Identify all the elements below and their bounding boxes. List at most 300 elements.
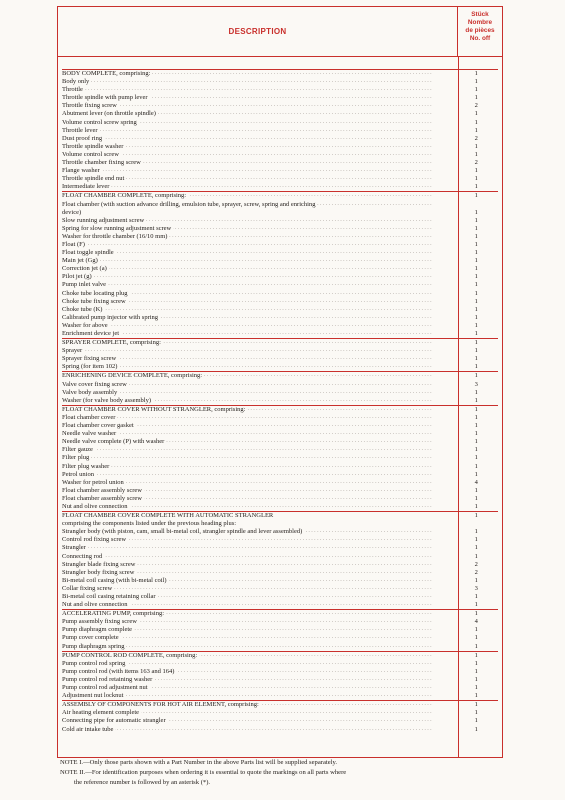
part-description (62, 406, 451, 414)
part-description (62, 347, 451, 355)
qty-header-line: Stück (471, 11, 489, 18)
part-row (62, 626, 498, 634)
part-description (62, 684, 451, 692)
part-description-text: Adjustment nut locknut (62, 692, 124, 700)
part-description-text: Sprayer fixing screw (62, 355, 117, 363)
part-description-text: Connecting rod (62, 552, 103, 560)
part-description (62, 339, 451, 347)
part-quantity: 1 (474, 192, 478, 200)
part-quantity: 1 (474, 94, 478, 102)
part-description (62, 585, 451, 593)
part-description (62, 167, 451, 175)
part-row (62, 585, 498, 593)
part-quantity: 1 (474, 86, 478, 94)
part-quantity: 1 (474, 692, 478, 700)
part-row (62, 159, 498, 167)
part-description (62, 618, 451, 626)
part-description-text: Float chamber assembly screw (62, 486, 142, 494)
part-description-text: Filter plug washer (62, 462, 110, 470)
part-description (62, 512, 451, 520)
part-description-text: Pump control rod retaining washer (62, 675, 153, 683)
part-description-text: Filter gauze (62, 446, 93, 454)
part-description-text: Choke tube (K) (62, 305, 103, 313)
part-description (62, 643, 451, 651)
part-description (62, 102, 451, 110)
part-description-text: Pump control rod spring (62, 659, 126, 667)
part-quantity: 3 (474, 584, 478, 592)
part-description (62, 577, 451, 585)
part-quantity: 1 (474, 405, 478, 413)
part-row (62, 553, 498, 561)
part-row (62, 281, 498, 289)
part-description-text: Pump inlet valve (62, 281, 107, 289)
part-description-text: Volume control screw (62, 150, 119, 158)
part-description (62, 397, 451, 405)
part-description (62, 175, 451, 183)
part-description-text: Bi-metal coil casing retaining collar (62, 593, 156, 600)
part-quantity: 1 (474, 544, 478, 552)
part-row (62, 167, 498, 175)
section-heading-row (62, 191, 498, 200)
part-quantity: 1 (474, 717, 478, 725)
part-description-text: Choke tube locating plug (62, 289, 128, 297)
part-description-text: Nut and olive connection (62, 502, 128, 510)
part-quantity (455, 201, 498, 209)
part-quantity: 1 (474, 289, 478, 297)
part-quantity: 1 (474, 651, 478, 659)
part-quantity: 1 (474, 675, 478, 683)
part-description-text: Correction jet (a) (62, 265, 107, 273)
part-description-text: Flange washer (62, 167, 100, 175)
part-row (62, 692, 498, 700)
part-description-text: Float chamber cover gasket (62, 422, 134, 430)
part-description-text: Intermediate lever (62, 183, 110, 191)
note-line: NOTE I.—Only those parts shown with a Part Number in the above Parts list will be supplied separately. (60, 759, 338, 766)
part-quantity: 1 (474, 388, 478, 396)
part-row (62, 381, 498, 389)
part-quantity: 1 (474, 257, 478, 265)
part-quantity: 1 (474, 150, 478, 158)
part-row (62, 389, 498, 397)
note-line: NOTE II.—For identification purposes when ordering it is essential to quote the markings on all parts where (60, 769, 347, 776)
part-description-text: ENRICHENING DEVICE COMPLETE, comprising: (62, 372, 203, 380)
part-quantity: 1 (474, 265, 478, 273)
part-description (62, 159, 451, 167)
part-description-text: Float chamber (with suction advance drilling, emulsion tube, sprayer, screw, spring and enriching (62, 200, 316, 208)
part-row (62, 593, 498, 601)
part-quantity: 1 (474, 313, 478, 321)
part-description-text: Pump diaphragm spring (62, 642, 125, 650)
part-row (62, 397, 498, 405)
part-row (62, 709, 498, 717)
part-description-text: Enrichment device jet (62, 330, 120, 337)
part-description (62, 249, 451, 257)
part-description (62, 601, 451, 609)
part-description (62, 135, 451, 143)
part-quantity: 1 (474, 552, 478, 560)
part-description-text: FLOAT CHAMBER COMPLETE, comprising: (62, 192, 187, 200)
part-row (62, 273, 498, 281)
part-quantity: 1 (474, 363, 478, 371)
part-description-text: Throttle fixing screw (62, 102, 117, 110)
part-row (62, 454, 498, 462)
part-description (62, 389, 451, 397)
part-description-text: Spring (for item 102) (62, 363, 118, 371)
part-description (62, 726, 451, 734)
part-quantity: 1 (474, 273, 478, 281)
part-description (62, 119, 451, 127)
part-row (62, 225, 498, 233)
part-description-text: Volume control screw spring (62, 118, 137, 126)
part-quantity: 1 (474, 126, 478, 134)
part-description (62, 479, 451, 487)
part-description (62, 668, 451, 676)
part-description (62, 298, 451, 306)
section-heading-row (62, 405, 498, 414)
part-quantity: 1 (474, 486, 478, 494)
part-description (62, 487, 451, 495)
part-description (62, 536, 451, 544)
part-quantity: 1 (474, 422, 478, 430)
part-quantity: 1 (474, 167, 478, 175)
parts-list-table (57, 6, 503, 758)
part-description (62, 471, 451, 479)
part-description-text: Pump assembly fixing screw (62, 618, 137, 626)
part-description (62, 709, 451, 717)
part-quantity: 1 (474, 249, 478, 257)
part-description-text: ASSEMBLY OF COMPONENTS FOR HOT AIR ELEMENT, comprising: (62, 701, 259, 709)
part-row (62, 209, 498, 217)
part-quantity: 1 (474, 536, 478, 544)
part-description (62, 692, 451, 700)
section-heading-row (62, 338, 498, 347)
part-quantity: 1 (474, 701, 478, 709)
part-description (62, 355, 451, 363)
part-description-text: Cold air intake tube (62, 725, 114, 733)
part-row (62, 249, 498, 257)
part-row (62, 536, 498, 544)
part-description (62, 314, 451, 322)
part-row (62, 561, 498, 569)
part-description (62, 676, 451, 684)
part-quantity: 2 (474, 568, 478, 576)
part-description-text: Collar fixing screw (62, 584, 113, 592)
description-column-header: DESCRIPTION (58, 7, 458, 57)
part-description (62, 233, 451, 241)
part-description (62, 86, 451, 94)
part-row (62, 438, 498, 446)
part-description (62, 372, 451, 380)
part-description-text: FLOAT CHAMBER COVER WITHOUT STRANGLER, comprising: (62, 405, 246, 413)
part-row (62, 86, 498, 94)
part-description-text: Float chamber cover (62, 413, 116, 421)
part-row (62, 355, 498, 363)
part-quantity: 1 (474, 175, 478, 183)
part-description (62, 430, 451, 438)
part-quantity: 1 (474, 183, 478, 191)
part-row (62, 233, 498, 241)
part-row (62, 241, 498, 249)
part-description-text: PUMP CONTROL ROD COMPLETE, comprising: (62, 651, 198, 659)
part-row (62, 363, 498, 371)
part-quantity: 1 (474, 438, 478, 446)
part-row (62, 201, 498, 209)
section-heading-row (62, 371, 498, 380)
part-description (62, 495, 451, 503)
part-description (62, 660, 451, 668)
part-row (62, 322, 498, 330)
part-row (62, 306, 498, 314)
part-row (62, 717, 498, 725)
part-description (62, 634, 451, 642)
part-quantity: 1 (474, 634, 478, 642)
part-description (62, 652, 451, 660)
part-quantity: 2 (474, 159, 478, 167)
part-description (62, 503, 451, 511)
part-description (62, 544, 451, 552)
part-description-text: Strangler body fixing screw (62, 568, 135, 576)
part-row (62, 528, 498, 536)
part-description (62, 265, 451, 273)
part-quantity: 1 (474, 462, 478, 470)
part-description-text: Connecting pipe for automatic strangler (62, 717, 166, 725)
part-row (62, 487, 498, 495)
part-description-text: Strangler (62, 544, 86, 552)
part-description-text: Bi-metal coil casing (with bi-metal coil) (62, 576, 167, 584)
part-row (62, 643, 498, 651)
part-description (62, 225, 451, 233)
part-row (62, 601, 498, 609)
part-description-text: Dust proof ring (62, 134, 103, 142)
part-description (62, 217, 451, 225)
part-description-text: BODY COMPLETE, comprising: (62, 70, 151, 77)
part-description (62, 528, 451, 536)
part-description-text: Air heating element complete (62, 709, 140, 717)
part-quantity: 1 (474, 454, 478, 462)
part-description (62, 322, 451, 330)
part-description-text: Spring for slow running adjustment screw (62, 224, 172, 232)
part-description (62, 454, 451, 462)
part-description-text: Float (F) (62, 240, 85, 248)
part-description (62, 701, 451, 709)
part-description-text: SPRAYER COMPLETE, comprising: (62, 339, 161, 347)
part-description-text: Float chamber assembly screw (62, 494, 142, 502)
part-description (62, 110, 451, 118)
part-description (62, 241, 451, 249)
part-description (62, 717, 451, 725)
part-description-text: Pump diaphragm complete (62, 626, 133, 634)
part-quantity: 1 (474, 347, 478, 355)
part-description-text: Nut and olive connection (62, 601, 128, 609)
part-description-text: Throttle (62, 86, 83, 94)
part-quantity: 1 (474, 110, 478, 118)
part-description-text: Control rod fixing screw (62, 536, 127, 544)
part-quantity: 2 (474, 134, 478, 142)
part-row (62, 265, 498, 273)
part-description (62, 127, 451, 135)
part-description (62, 446, 451, 454)
part-row (62, 577, 498, 585)
section-heading-row (62, 69, 498, 78)
part-row (62, 660, 498, 668)
part-description-text: Throttle spindle end nut (62, 175, 125, 183)
part-row (62, 151, 498, 159)
part-description (62, 201, 451, 209)
part-row (62, 495, 498, 503)
part-quantity: 1 (474, 70, 478, 77)
part-quantity: 1 (474, 601, 478, 609)
part-description (62, 422, 451, 430)
part-description (62, 78, 451, 86)
part-description-text: Washer (for valve body assembly) (62, 396, 152, 404)
part-quantity: 1 (474, 355, 478, 363)
part-description-text: Pilot jet (g) (62, 273, 92, 281)
part-description (62, 414, 451, 422)
part-quantity: 1 (474, 576, 478, 584)
part-quantity: 1 (474, 502, 478, 510)
part-description-text: Pump control rod (with items 163 and 164) (62, 667, 175, 675)
notes (60, 758, 510, 788)
part-description (62, 553, 451, 561)
part-description-text: Sprayer (62, 347, 83, 355)
part-description-text: Throttle chamber fixing screw (62, 159, 141, 167)
part-quantity: 1 (474, 593, 478, 600)
part-description (62, 306, 451, 314)
part-row (62, 78, 498, 86)
part-quantity: 1 (474, 297, 478, 305)
part-description (62, 143, 451, 151)
part-row (62, 544, 498, 552)
part-quantity (455, 520, 498, 528)
part-description-text: Body only (62, 78, 90, 86)
note-line: the reference number is followed by an asterisk (*). (74, 779, 211, 786)
part-description (62, 330, 451, 338)
part-quantity: 1 (474, 667, 478, 675)
part-description (62, 520, 451, 528)
part-quantity: 4 (474, 618, 478, 626)
part-description (62, 610, 451, 618)
part-row (62, 102, 498, 110)
part-quantity: 1 (474, 684, 478, 692)
part-description-text: Throttle spindle washer (62, 142, 124, 150)
qty-header-line: No. off (469, 35, 491, 42)
part-row (62, 422, 498, 430)
part-description (62, 151, 451, 159)
part-description (62, 192, 451, 200)
part-description (62, 257, 451, 265)
part-quantity: 1 (474, 626, 478, 634)
part-quantity: 1 (474, 413, 478, 421)
part-quantity: 1 (474, 330, 478, 337)
part-quantity: 1 (474, 430, 478, 438)
qty-header-line: de pièces (465, 27, 495, 34)
part-quantity: 1 (474, 232, 478, 240)
part-quantity: 1 (474, 470, 478, 478)
part-quantity: 1 (474, 216, 478, 224)
part-quantity: 1 (474, 512, 478, 520)
part-quantity: 1 (474, 709, 478, 717)
part-description (62, 273, 451, 281)
part-row (62, 314, 498, 322)
part-quantity: 1 (474, 642, 478, 650)
part-quantity: 1 (474, 305, 478, 313)
part-quantity: 1 (474, 396, 478, 404)
part-quantity: 1 (474, 142, 478, 150)
part-row (62, 175, 498, 183)
part-row (62, 618, 498, 626)
part-quantity: 1 (474, 372, 478, 380)
part-description-text: Choke tube fixing screw (62, 297, 126, 305)
part-row (62, 569, 498, 577)
part-row (62, 430, 498, 438)
part-row (62, 446, 498, 454)
part-description-text: Pump control rod adjustment nut (62, 684, 148, 692)
part-description (62, 593, 451, 601)
part-row (62, 94, 498, 102)
part-description (62, 626, 451, 634)
section-heading-row (62, 511, 498, 520)
part-description-text: Slow running adjustment screw (62, 216, 145, 224)
qty-header-line: Nombre (467, 19, 493, 26)
part-description-text: Needle valve washer (62, 430, 117, 438)
part-quantity: 1 (474, 725, 478, 733)
part-row (62, 257, 498, 265)
part-row (62, 217, 498, 225)
part-row (62, 668, 498, 676)
section-heading-row (62, 651, 498, 660)
part-description-text: Calibrated pump injector with spring (62, 313, 159, 321)
part-quantity: 1 (474, 446, 478, 454)
part-row (62, 463, 498, 471)
part-description (62, 281, 451, 289)
part-quantity: 1 (474, 281, 478, 289)
part-quantity: 1 (474, 494, 478, 502)
part-quantity: 1 (474, 118, 478, 126)
part-row (62, 726, 498, 734)
part-description-text: Strangler blade fixing screw (62, 560, 136, 568)
part-description-text: Pump cover complete (62, 634, 119, 642)
part-description-text: Washer for petrol union (62, 478, 124, 486)
part-description-text: Valve cover fixing screw (62, 380, 127, 388)
part-description-text: FLOAT CHAMBER COVER COMPLETE WITH AUTOMATIC STRANGLER (62, 512, 274, 520)
part-description (62, 463, 451, 471)
part-row (62, 520, 498, 528)
part-row (62, 127, 498, 135)
part-description-text: Needle valve complete (P) with washer (62, 438, 165, 446)
part-description-text: Petrol union (62, 470, 94, 478)
part-description (62, 290, 451, 298)
part-description-text: Main jet (Gg) (62, 257, 98, 265)
part-row (62, 290, 498, 298)
quantity-column-header (458, 7, 502, 57)
part-row (62, 479, 498, 487)
part-description (62, 94, 451, 102)
part-quantity: 1 (474, 224, 478, 232)
part-description-text: Float toggle spindle (62, 249, 114, 257)
part-description-text: ACCELERATING PUMP, comprising: (62, 610, 165, 618)
part-row (62, 143, 498, 151)
part-row (62, 347, 498, 355)
part-quantity: 3 (474, 380, 478, 388)
part-quantity: 1 (474, 321, 478, 329)
part-description-text: Filter plug (62, 454, 90, 462)
parts-rows (62, 69, 498, 734)
section-heading-row (62, 609, 498, 618)
part-quantity: 1 (474, 240, 478, 248)
part-description-text: Throttle lever (62, 126, 98, 134)
part-row (62, 503, 498, 511)
part-description-text: Washer for above (62, 321, 108, 329)
